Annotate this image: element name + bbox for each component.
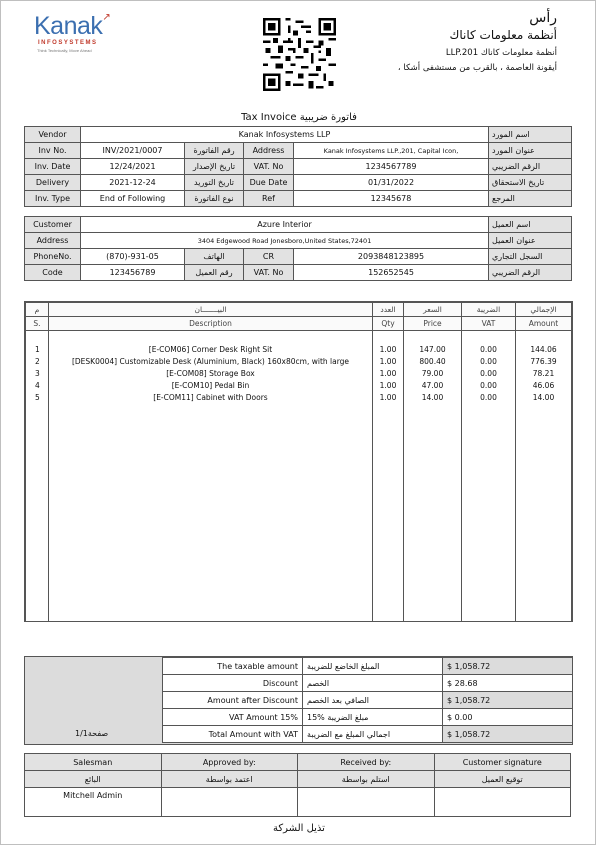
vat-label: VAT. No bbox=[244, 159, 294, 175]
customer-name: Azure Interior bbox=[81, 217, 489, 233]
table-row bbox=[26, 355, 572, 367]
total-label: The taxable amount bbox=[163, 658, 303, 675]
approved-signature bbox=[161, 788, 298, 817]
due-date-label-ar: تاريخ الاستحقاق bbox=[489, 175, 572, 191]
approved-label: Approved by: bbox=[161, 754, 298, 771]
header-ar-company: أنظمة معلومات كاناك bbox=[449, 28, 557, 42]
delivery-label-ar: تاريخ التوريد bbox=[185, 175, 244, 191]
customer-label: Customer bbox=[25, 217, 81, 233]
salesman-name: Mitchell Admin bbox=[25, 788, 162, 817]
customer-label-ar: اسم العميل bbox=[489, 217, 572, 233]
salesman-label-ar: البائع bbox=[25, 771, 162, 788]
inv-no-value: INV/2021/0007 bbox=[81, 143, 185, 159]
cell-amount: 46.06 bbox=[516, 379, 572, 391]
vendor-vat: 1234567789 bbox=[294, 159, 489, 175]
cell-amount: 776.39 bbox=[516, 355, 572, 367]
total-label: VAT Amount 15% bbox=[163, 709, 303, 726]
cell-s: 4 bbox=[26, 379, 49, 391]
invoice-title: Tax Invoice فاتورة ضريبية bbox=[241, 112, 357, 123]
inv-date-label: Inv. Date bbox=[25, 159, 81, 175]
cell-desc: [E-COM11] Cabinet with Doors bbox=[49, 391, 373, 403]
cell-amount: 144.06 bbox=[516, 343, 572, 355]
total-label: Total Amount with VAT bbox=[163, 726, 303, 743]
cell-vat: 0.00 bbox=[462, 379, 516, 391]
page-number: صفحة1/1 bbox=[75, 729, 109, 738]
totals-table bbox=[162, 657, 573, 743]
cell-desc: [E-COM06] Corner Desk Right Sit bbox=[49, 343, 373, 355]
total-value: $ 28.68 bbox=[443, 675, 573, 692]
vendor-name: Kanak Infosystems LLP bbox=[81, 127, 489, 143]
total-value: $ 0.00 bbox=[443, 709, 573, 726]
cell-desc: [DESK0004] Customizable Desk (Aluminium, Black) 160x80cm, with large bbox=[49, 355, 373, 367]
col-header-ar: الإجمالي bbox=[516, 303, 572, 317]
cr-value: 2093848123895 bbox=[294, 249, 489, 265]
cell-price: 800.40 bbox=[404, 355, 462, 367]
address-label: Address bbox=[244, 143, 294, 159]
total-label-ar: 15% مبلغ الضريبة bbox=[303, 709, 443, 726]
delivery-value: 2021-12-24 bbox=[81, 175, 185, 191]
company-footer: تذيل الشركة bbox=[273, 823, 325, 834]
cell-price: 79.00 bbox=[404, 367, 462, 379]
totals-row bbox=[163, 658, 573, 675]
inv-type-label: Inv. Type bbox=[25, 191, 81, 207]
cell-s: 3 bbox=[26, 367, 49, 379]
customer-vat-label-ar: الرقم الضريبي bbox=[489, 265, 572, 281]
total-value: $ 1,058.72 bbox=[443, 726, 573, 743]
received-label-ar: استلم بواسطة bbox=[298, 771, 435, 788]
cell-qty: 1.00 bbox=[373, 343, 404, 355]
salesman-label: Salesman bbox=[25, 754, 162, 771]
col-header-ar: البيـــــــان bbox=[49, 303, 373, 317]
inv-date-label-ar: تاريخ الإصدار bbox=[185, 159, 244, 175]
items-header-en bbox=[26, 317, 572, 331]
col-header: Qty bbox=[373, 317, 404, 331]
vendor-label: Vendor bbox=[25, 127, 81, 143]
customer-signature-label: Customer signature bbox=[434, 754, 571, 771]
header-ar-title: رأس bbox=[529, 10, 557, 26]
code-value: 123456789 bbox=[81, 265, 185, 281]
inv-date-value: 12/24/2021 bbox=[81, 159, 185, 175]
ref-value: 12345678 bbox=[294, 191, 489, 207]
due-date-value: 01/31/2022 bbox=[294, 175, 489, 191]
cell-vat: 0.00 bbox=[462, 343, 516, 355]
col-header-ar: الضريبة bbox=[462, 303, 516, 317]
approved-label-ar: اعتمد بواسطة bbox=[161, 771, 298, 788]
customer-address-label: Address bbox=[25, 233, 81, 249]
vendor-table bbox=[24, 126, 572, 207]
cell-desc: [E-COM08] Storage Box bbox=[49, 367, 373, 379]
total-label-ar: اجمالي المبلغ مع الضريبة bbox=[303, 726, 443, 743]
vendor-label-ar: اسم المورد bbox=[489, 127, 572, 143]
vat-label-ar: الرقم الضريبي bbox=[489, 159, 572, 175]
company-logo: Kanak↗ bbox=[34, 12, 111, 40]
total-value: $ 1,058.72 bbox=[443, 692, 573, 709]
code-label-ar: رقم العميل bbox=[185, 265, 244, 281]
col-header: S. bbox=[26, 317, 49, 331]
customer-address: 3404 Edgewood Road Jonesboro,United States,72401 bbox=[81, 233, 489, 249]
logo-tagline: Think Technically, Move Ahead bbox=[37, 48, 92, 53]
cell-qty: 1.00 bbox=[373, 379, 404, 391]
table-row bbox=[26, 343, 572, 355]
total-label: Amount after Discount bbox=[163, 692, 303, 709]
cell-qty: 1.00 bbox=[373, 367, 404, 379]
customer-address-label-ar: عنوان العميل bbox=[489, 233, 572, 249]
customer-signature bbox=[434, 788, 571, 817]
phone-label: PhoneNo. bbox=[25, 249, 81, 265]
items-table bbox=[24, 301, 573, 622]
cell-amount: 14.00 bbox=[516, 391, 572, 403]
totals-box bbox=[24, 656, 573, 745]
totals-row bbox=[163, 675, 573, 692]
logo-subtitle: INFOSYSTEMS bbox=[38, 40, 98, 46]
cell-desc: [E-COM10] Pedal Bin bbox=[49, 379, 373, 391]
header-ar-line2: ، أيقونة العاصمة ، بالقرب من مستشفى أشكا bbox=[397, 63, 557, 73]
cell-qty: 1.00 bbox=[373, 355, 404, 367]
customer-vat: 152652545 bbox=[294, 265, 489, 281]
phone-label-ar: الهاتف bbox=[185, 249, 244, 265]
cell-s: 1 bbox=[26, 343, 49, 355]
ref-label: Ref bbox=[244, 191, 294, 207]
qr-code-icon bbox=[263, 18, 336, 91]
total-label: Discount bbox=[163, 675, 303, 692]
ref-label-ar: المرجع bbox=[489, 191, 572, 207]
cell-vat: 0.00 bbox=[462, 391, 516, 403]
col-header: VAT bbox=[462, 317, 516, 331]
total-value: $ 1,058.72 bbox=[443, 658, 573, 675]
inv-no-label-ar: رقم الفاتورة bbox=[185, 143, 244, 159]
cell-price: 47.00 bbox=[404, 379, 462, 391]
col-header-ar: م bbox=[26, 303, 49, 317]
totals-row bbox=[163, 726, 573, 743]
delivery-label: Delivery bbox=[25, 175, 81, 191]
cr-label: CR bbox=[244, 249, 294, 265]
received-signature bbox=[298, 788, 435, 817]
col-header: Price bbox=[404, 317, 462, 331]
inv-no-label: Inv No. bbox=[25, 143, 81, 159]
cell-s: 2 bbox=[26, 355, 49, 367]
total-label-ar: الخصم bbox=[303, 675, 443, 692]
customer-vat-label: VAT. No bbox=[244, 265, 294, 281]
table-row bbox=[26, 391, 572, 403]
cell-price: 147.00 bbox=[404, 343, 462, 355]
customer-table bbox=[24, 216, 572, 281]
inv-type-value: End of Following bbox=[81, 191, 185, 207]
items-header-ar bbox=[26, 303, 572, 317]
col-header-ar: العدد bbox=[373, 303, 404, 317]
cell-qty: 1.00 bbox=[373, 391, 404, 403]
totals-row bbox=[163, 709, 573, 726]
inv-type-label-ar: نوع الفاتورة bbox=[185, 191, 244, 207]
cell-vat: 0.00 bbox=[462, 355, 516, 367]
cell-s: 5 bbox=[26, 391, 49, 403]
totals-row bbox=[163, 692, 573, 709]
address-label-ar: عنوان المورد bbox=[489, 143, 572, 159]
col-header-ar: السعر bbox=[404, 303, 462, 317]
cell-vat: 0.00 bbox=[462, 367, 516, 379]
code-label: Code bbox=[25, 265, 81, 281]
header-ar-line1: LLP.201 أنظمة معلومات كاناك bbox=[445, 48, 557, 58]
cell-price: 14.00 bbox=[404, 391, 462, 403]
signature-table bbox=[24, 753, 571, 817]
due-date-label: Due Date bbox=[244, 175, 294, 191]
total-label-ar: المبلغ الخاضع للضريبة bbox=[303, 658, 443, 675]
table-row bbox=[26, 379, 572, 391]
cr-label-ar: السجل التجاري bbox=[489, 249, 572, 265]
table-row bbox=[26, 367, 572, 379]
vendor-address: Kanak Infosystems LLP.,201, Capital Icon, bbox=[294, 143, 489, 159]
phone-value: (870)-931-05 bbox=[81, 249, 185, 265]
col-header: Description bbox=[49, 317, 373, 331]
received-label: Received by: bbox=[298, 754, 435, 771]
col-header: Amount bbox=[516, 317, 572, 331]
cell-amount: 78.21 bbox=[516, 367, 572, 379]
total-label-ar: الصافي بعد الخصم bbox=[303, 692, 443, 709]
customer-signature-label-ar: توقيع العميل bbox=[434, 771, 571, 788]
